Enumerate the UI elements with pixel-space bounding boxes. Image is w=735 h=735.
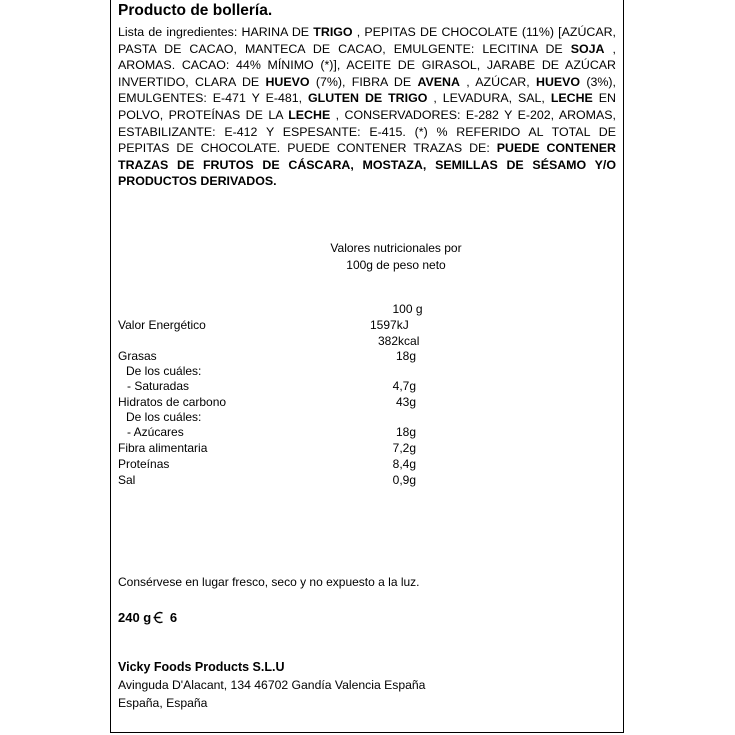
saturated-value: 4,7g (392, 379, 416, 393)
ingredient-text: , AZÚCAR, (459, 74, 536, 89)
of-which-label-1: De los cuáles: (126, 364, 202, 378)
of-which-label-2: De los cuáles: (126, 410, 202, 424)
allergen-text: LECHE (288, 107, 331, 122)
unit-count: 6 (169, 610, 178, 625)
ingredient-text: EN POLVO, PROTEÍNAS DE LA (118, 91, 617, 122)
ingredient-text: , PEPITAS DE CHOCOLATE (11%) [AZÚCAR, PASTA DE CACAO, MANTECA DE CACAO, EMULGENTE: LECITINA DE (118, 25, 617, 56)
estimated-e-icon (152, 611, 164, 624)
ingredient-text: (7%), FIBRA DE (309, 74, 418, 89)
allergen-text: LECHE (550, 91, 593, 106)
company-address: Avinguda D'Alacant, 134 46702 Gandía Valencia España (118, 678, 426, 692)
allergen-text: HUEVO (536, 74, 581, 89)
storage-instructions: Consérvese en lugar fresco, seco y no expuesto a la luz. (118, 575, 420, 589)
company-name: Vicky Foods Products S.L.U (118, 660, 285, 674)
ingredient-text: (3%), EMULGENTES: E-471 Y E-481, (118, 74, 616, 106)
column-header-100g: 100 g (392, 302, 423, 316)
fibre-value: 7,2g (392, 441, 416, 455)
saturated-label: - Saturadas (127, 379, 190, 393)
allergen-text: SOJA (570, 41, 605, 56)
protein-label: Proteínas (118, 457, 170, 471)
fibre-label: Fibra alimentaria (118, 441, 208, 455)
net-weight: 240 g (118, 610, 152, 625)
ingredient-text: , LEVADURA, SAL, (427, 91, 551, 106)
carbs-label: Hidratos de carbono (118, 395, 227, 409)
allergen-text: AVENA (417, 74, 460, 89)
nutrition-header-line1: Valores nutricionales por (330, 241, 462, 255)
nutrition-header (300, 240, 492, 273)
product-title: Producto de bollería. (118, 2, 273, 19)
ingredient-text: Lista de ingredientes: HARINA DE (118, 25, 314, 39)
carbs-value: 43g (395, 395, 416, 409)
salt-value: 0,9g (392, 473, 416, 487)
energy-kj-value: 1597kJ (370, 318, 409, 332)
protein-value: 8,4g (392, 457, 416, 471)
ingredient-text: , AROMAS. CACAO: 44% MÍNIMO (*)], ACEITE DE GIRASOL, JARABE DE AZÚCAR INVERTIDO, CLARA DE (118, 41, 616, 89)
nutrition-header-line2: 100g de peso neto (346, 257, 446, 272)
salt-label: Sal (118, 473, 136, 487)
allergen-text: TRIGO (313, 25, 353, 39)
allergen-text: GLUTEN DE TRIGO (308, 91, 428, 106)
ingredient-text: , CONSERVADORES: E-282 Y E-202, AROMAS, ESTABILIZANTE: E-412 Y ESPESANTE: E-415. (*) % REFERIDO AL TOTAL DE PEPITAS DE CHOCOLATE. PUEDE CONTENER TRAZAS DE: (118, 107, 616, 156)
fat-value: 18g (395, 349, 416, 363)
energy-kcal-value: 382kcal (378, 334, 420, 348)
net-weight-line (118, 610, 177, 625)
allergen-text: HUEVO (265, 74, 310, 89)
company-country: España, España (118, 696, 208, 710)
sugars-value: 18g (395, 425, 416, 439)
energy-label: Valor Energético (118, 318, 206, 332)
allergen-text: PUEDE CONTENER TRAZAS DE FRUTOS DE CÁSCARA, MOSTAZA, SEMILLAS DE SÉSAMO Y/O PRODUCTOS DERIVADOS. (118, 141, 616, 189)
fat-label: Grasas (118, 349, 157, 363)
ingredients-list (118, 24, 616, 190)
sugars-label: - Azúcares (127, 425, 184, 439)
